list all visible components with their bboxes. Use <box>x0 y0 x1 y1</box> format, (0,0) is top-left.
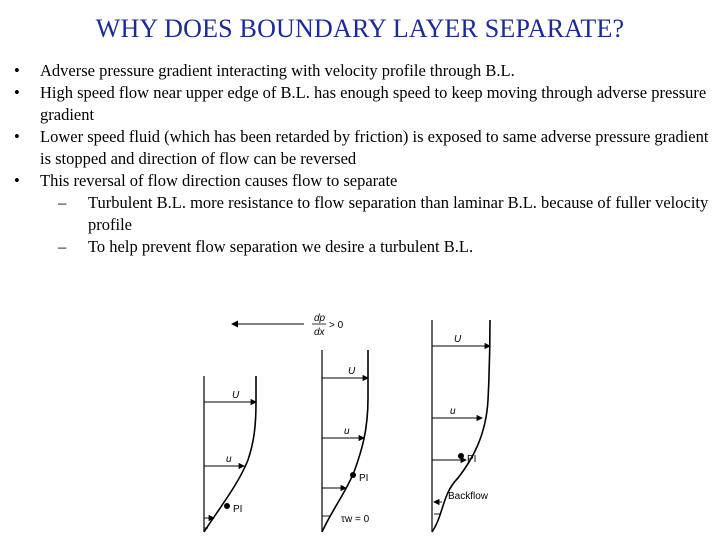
inflection-point <box>224 503 230 509</box>
local-velocity-label: u <box>450 406 456 417</box>
bullet-text: This reversal of flow direction causes flow to separate <box>40 171 398 190</box>
sub-bullet-text: Turbulent B.L. more resistance to flow separation than laminar B.L. because of fuller velocity profile <box>88 193 709 234</box>
bullet-marker: • <box>14 83 20 102</box>
gradient-relation: > 0 <box>329 320 344 331</box>
gradient-denominator: dx <box>314 327 325 338</box>
velocity-profile-attached <box>204 376 256 532</box>
wall-shear-label: τw = 0 <box>341 514 370 525</box>
bullet-list <box>14 60 714 258</box>
bullet-text: High speed flow near upper edge of B.L. has enough speed to keep moving through adverse pressure gradient <box>40 83 707 124</box>
point-label: PI <box>467 454 477 465</box>
backflow-label: Backflow <box>448 491 489 502</box>
bullet-marker: • <box>14 127 20 146</box>
velocity-profile-separation <box>322 350 370 532</box>
local-velocity-label: u <box>226 454 232 465</box>
inflection-point <box>350 472 356 478</box>
bullet-item <box>14 126 714 170</box>
bullet-item <box>14 82 714 126</box>
freestream-label: U <box>232 390 240 401</box>
dash-marker: – <box>58 193 67 212</box>
point-label: PI <box>233 504 243 515</box>
gradient-numerator: dp <box>314 313 326 324</box>
point-label: PI <box>359 473 369 484</box>
freestream-label: U <box>348 366 356 377</box>
sub-bullet-item <box>14 236 714 258</box>
bullet-item <box>14 170 714 192</box>
velocity-profile-backflow <box>432 320 490 532</box>
bullet-marker: • <box>14 171 20 190</box>
separation-diagram <box>196 310 506 538</box>
bullet-text: Adverse pressure gradient interacting with velocity profile through B.L. <box>40 61 515 80</box>
freestream-label: U <box>454 334 462 345</box>
slide-title: WHY DOES BOUNDARY LAYER SEPARATE? <box>95 14 625 43</box>
bullet-marker: • <box>14 61 20 80</box>
bullet-item <box>14 60 714 82</box>
bullet-text: Lower speed fluid (which has been retarded by friction) is exposed to same adverse pressure gradient is stopped and direction of flow can be reversed <box>40 127 709 168</box>
sub-bullet-item <box>14 192 714 236</box>
sub-bullet-text: To help prevent flow separation we desire a turbulent B.L. <box>88 237 474 256</box>
local-velocity-label: u <box>344 426 350 437</box>
inflection-point <box>458 453 464 459</box>
dash-marker: – <box>58 237 67 256</box>
